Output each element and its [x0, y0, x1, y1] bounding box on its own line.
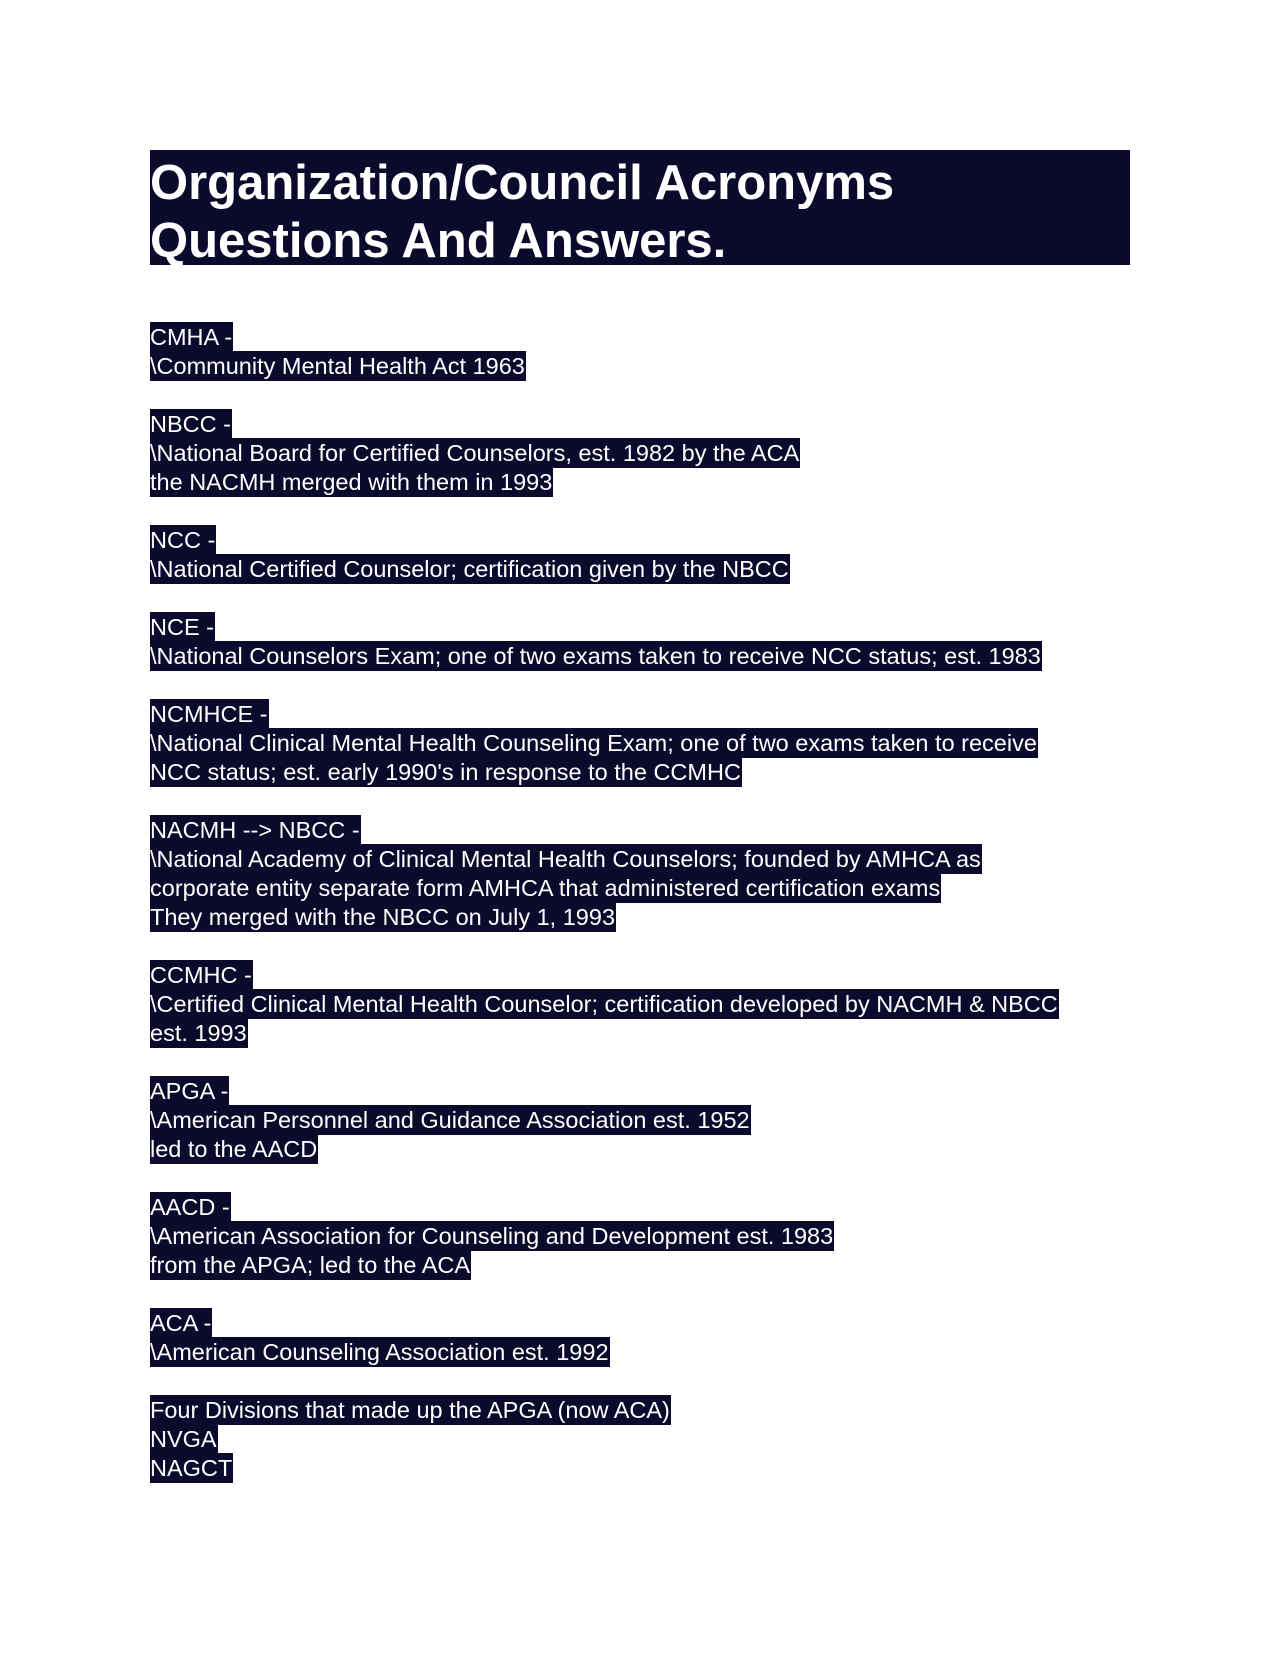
qa-term: CCMHC - — [150, 962, 252, 988]
qa-answer-line — [150, 642, 1130, 671]
qa-answer-text: \National Counselors Exam; one of two exams taken to receive NCC status; est. 1983 — [150, 643, 1041, 669]
qa-answer-text: led to the AACD — [150, 1136, 318, 1162]
qa-answer-text: est. 1993 — [150, 1020, 247, 1046]
qa-term: NCC - — [150, 527, 216, 553]
qa-item — [150, 1309, 1130, 1367]
qa-answer-line — [150, 352, 1130, 381]
qa-term: ACA - — [150, 1310, 212, 1336]
qa-item — [150, 1077, 1130, 1164]
qa-answer-text: \National Board for Certified Counselors, est. 1982 by the ACA — [150, 440, 800, 466]
qa-item — [150, 1193, 1130, 1280]
qa-answer-text: corporate entity separate form AMHCA that administered certification exams — [150, 875, 941, 901]
qa-answer-text: the NACMH merged with them in 1993 — [150, 469, 553, 495]
qa-answer-line — [150, 555, 1130, 584]
qa-answer-line — [150, 468, 1130, 497]
qa-term-line — [150, 613, 1130, 642]
qa-item — [150, 410, 1130, 497]
qa-answer-line — [150, 758, 1130, 787]
qa-answer-text: \National Clinical Mental Health Counseling Exam; one of two exams taken to receive — [150, 730, 1037, 756]
qa-answer-line — [150, 1338, 1130, 1367]
title-line-1: Organization/Council Acronyms — [150, 156, 895, 210]
qa-answer-line — [150, 1135, 1130, 1164]
qa-term: Four Divisions that made up the APGA (now ACA) — [150, 1397, 670, 1423]
qa-answer-line — [150, 1019, 1130, 1048]
qa-answer-text: \National Certified Counselor; certification given by the NBCC — [150, 556, 789, 582]
qa-item — [150, 816, 1130, 932]
qa-answer-line — [150, 1106, 1130, 1135]
qa-term-line — [150, 1396, 1130, 1425]
qa-answer-text: NCC status; est. early 1990's in response to the CCMHC — [150, 759, 741, 785]
qa-answer-text: \Community Mental Health Act 1963 — [150, 353, 525, 379]
qa-item — [150, 700, 1130, 787]
qa-term-line — [150, 1077, 1130, 1106]
qa-answer-text: \American Counseling Association est. 1992 — [150, 1339, 609, 1365]
qa-answer-line — [150, 1251, 1130, 1280]
document-page — [150, 150, 1130, 1512]
qa-term-line — [150, 526, 1130, 555]
qa-answer-line — [150, 1425, 1130, 1454]
qa-term: NCE - — [150, 614, 214, 640]
qa-answer-text: \Certified Clinical Mental Health Counselor; certification developed by NACMH & NBCC — [150, 991, 1058, 1017]
qa-item — [150, 1396, 1130, 1483]
qa-answer-text: NVGA — [150, 1426, 217, 1452]
qa-term: AACD - — [150, 1194, 230, 1220]
qa-answer-line — [150, 845, 1130, 874]
qa-term-line — [150, 1309, 1130, 1338]
qa-answer-line — [150, 903, 1130, 932]
qa-item — [150, 323, 1130, 381]
qa-list — [150, 323, 1130, 1483]
page-title — [150, 150, 1130, 268]
qa-answer-text: They merged with the NBCC on July 1, 1993 — [150, 904, 616, 930]
qa-answer-line — [150, 1222, 1130, 1251]
qa-term-line — [150, 1193, 1130, 1222]
qa-answer-line — [150, 1454, 1130, 1483]
qa-term-line — [150, 410, 1130, 439]
qa-answer-text: \American Association for Counseling and Development est. 1983 — [150, 1223, 834, 1249]
qa-term: NBCC - — [150, 411, 231, 437]
qa-answer-line — [150, 874, 1130, 903]
qa-term-line — [150, 816, 1130, 845]
title-line-2: Questions And Answers. — [150, 214, 727, 268]
qa-item — [150, 613, 1130, 671]
qa-term-line — [150, 700, 1130, 729]
qa-answer-text: NAGCT — [150, 1455, 233, 1481]
qa-term: NCMHCE - — [150, 701, 268, 727]
qa-item — [150, 526, 1130, 584]
qa-answer-line — [150, 990, 1130, 1019]
qa-answer-text: from the APGA; led to the ACA — [150, 1252, 471, 1278]
qa-item — [150, 961, 1130, 1048]
qa-term-line — [150, 323, 1130, 352]
qa-term: APGA - — [150, 1078, 229, 1104]
qa-answer-text: \National Academy of Clinical Mental Health Counselors; founded by AMHCA as — [150, 846, 981, 872]
qa-term: NACMH --> NBCC - — [150, 817, 360, 843]
qa-term: CMHA - — [150, 324, 233, 350]
qa-answer-line — [150, 729, 1130, 758]
qa-answer-line — [150, 439, 1130, 468]
qa-answer-text: \American Personnel and Guidance Association est. 1952 — [150, 1107, 750, 1133]
qa-term-line — [150, 961, 1130, 990]
